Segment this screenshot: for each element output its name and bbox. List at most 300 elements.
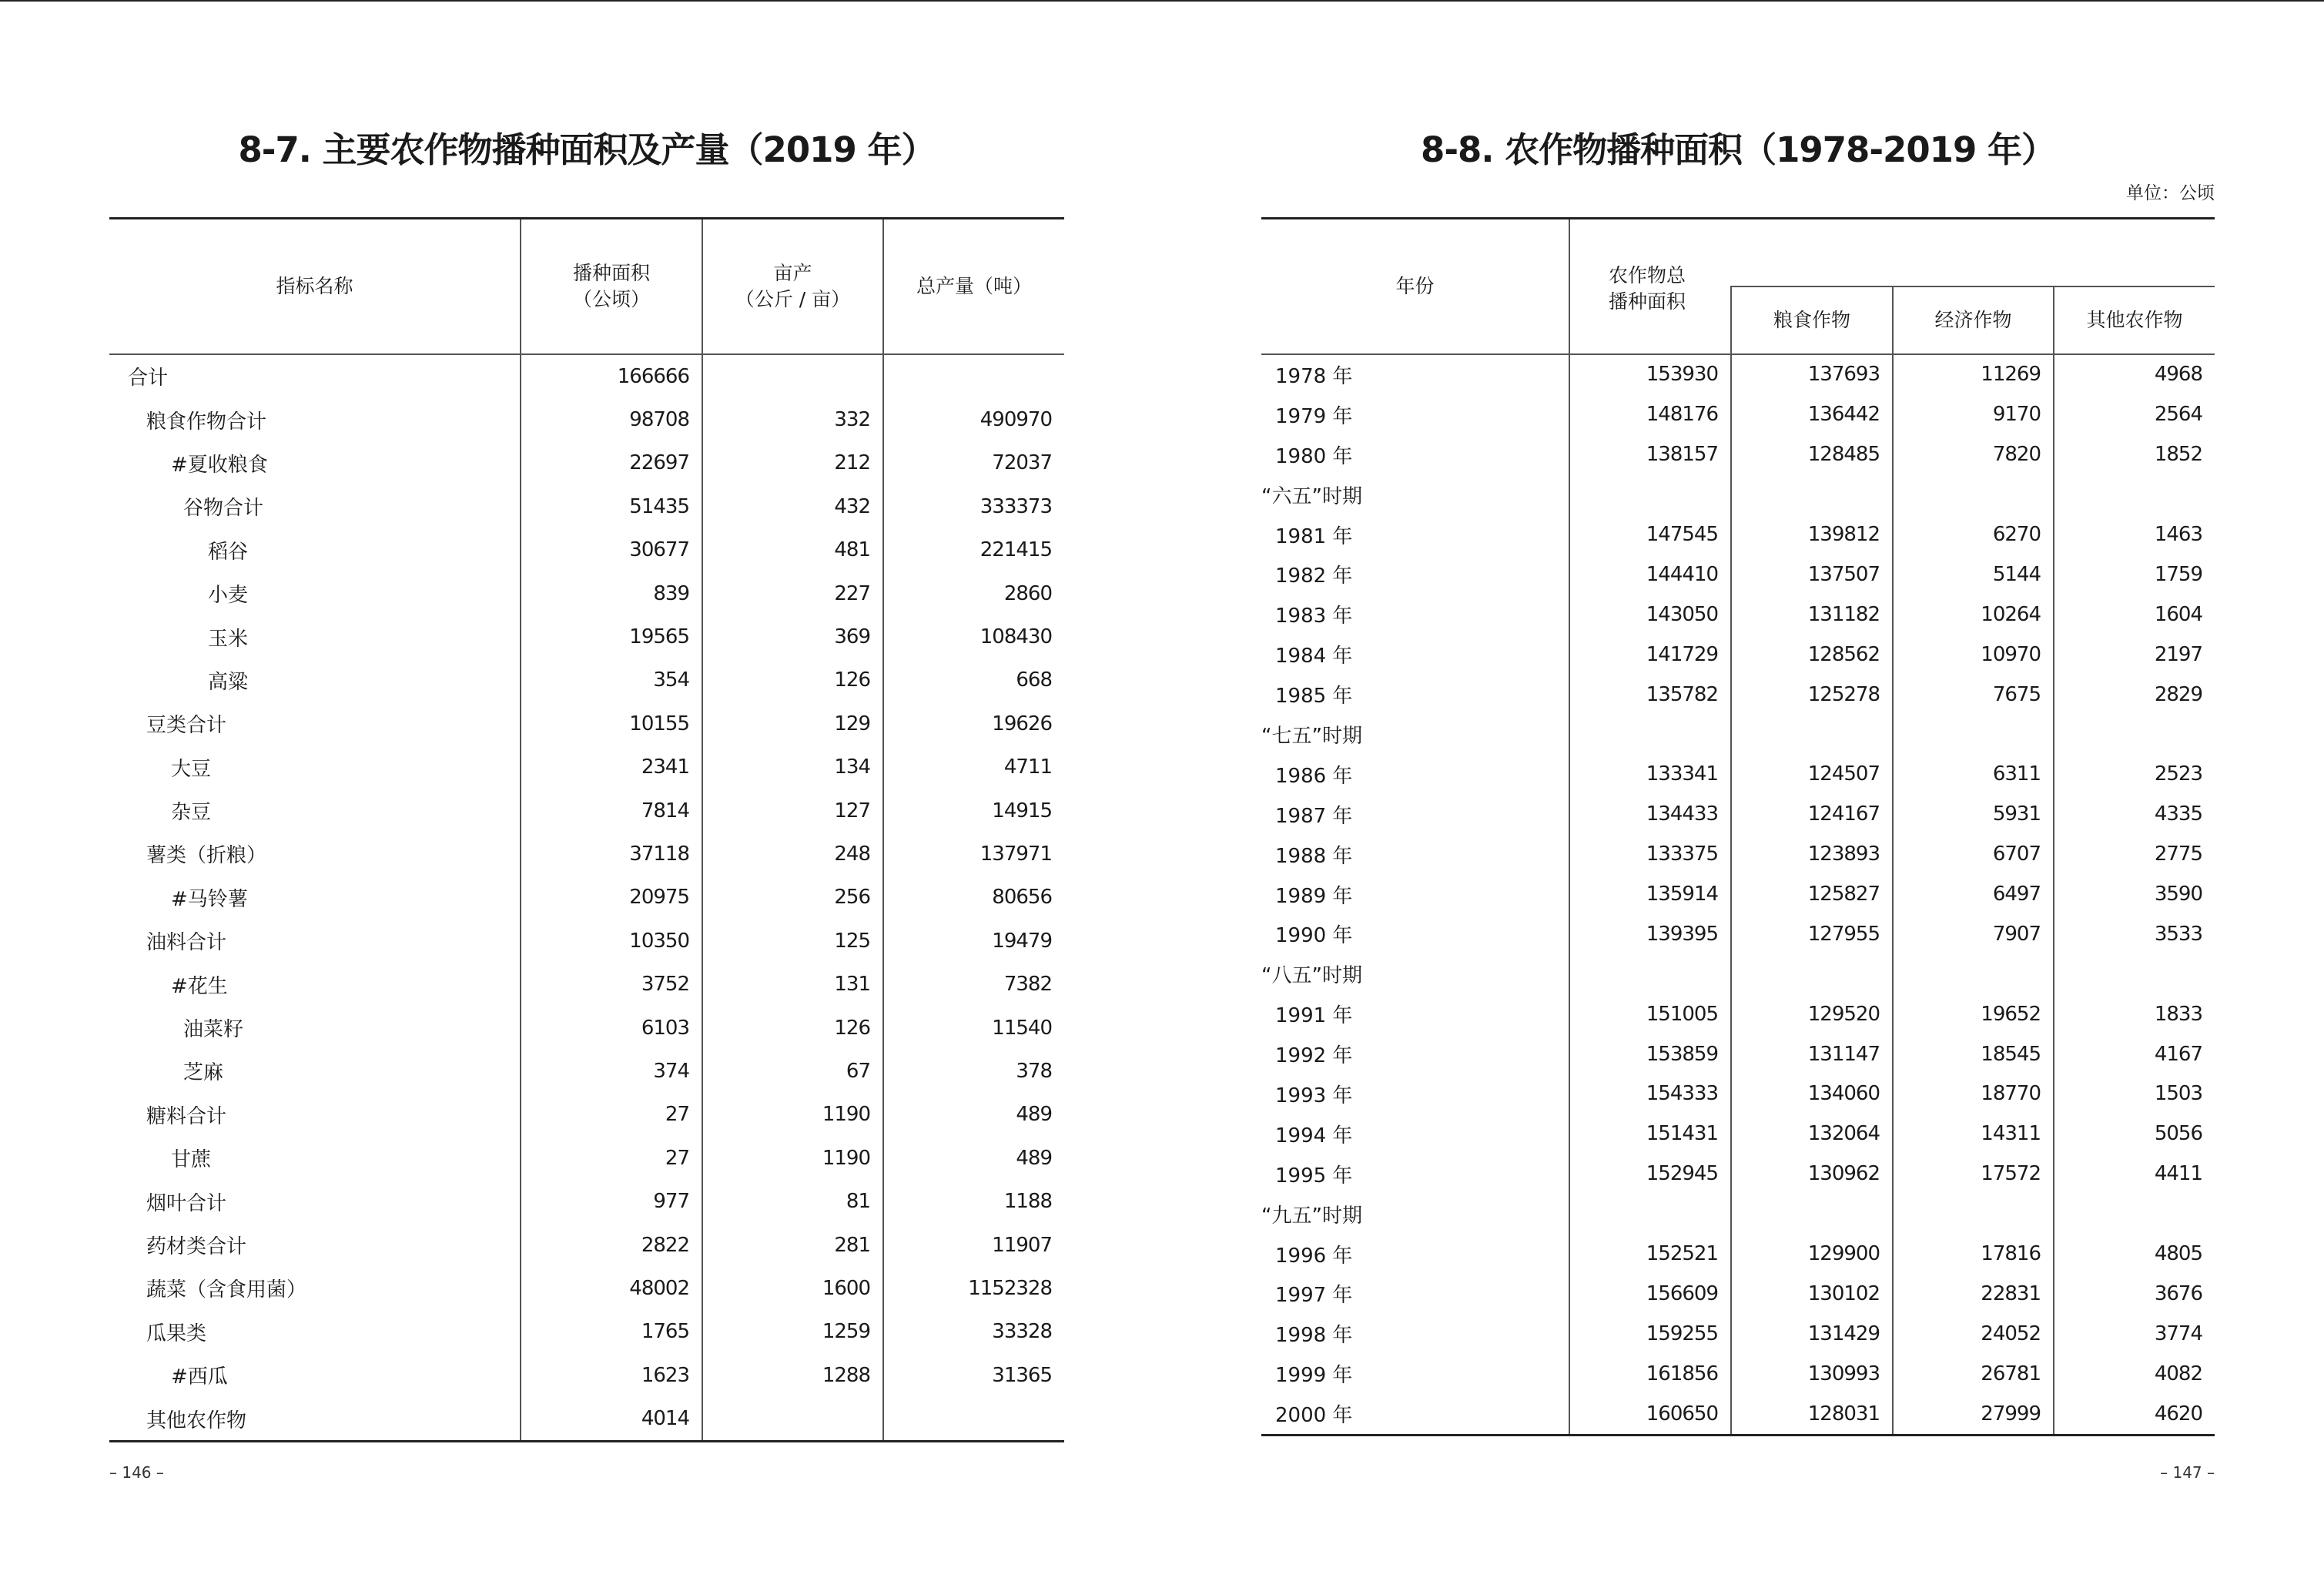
grain-crops-cell: 123893 (1731, 834, 1893, 874)
yield-cell: 1288 (702, 1353, 883, 1396)
table-row (1261, 874, 2215, 914)
other-crops-cell: 4805 (2054, 1234, 2215, 1274)
year-cell: “七五”时期 (1261, 724, 1362, 748)
indicator-name-cell: #马铃薯 (171, 887, 248, 911)
other-crops-cell (2054, 474, 2215, 514)
header-yield-per-mu: 亩产 （公斤 / 亩） (702, 219, 883, 354)
table-row (1261, 595, 2215, 635)
sown-area-cell: 30677 (521, 528, 702, 571)
year-cell: 1983 年 (1275, 605, 1353, 628)
grain-crops-cell: 125278 (1731, 675, 1893, 715)
sown-area-cell: 354 (521, 658, 702, 702)
total-sown-area-cell (1569, 954, 1731, 994)
total-output-cell: 1152328 (883, 1267, 1064, 1310)
total-output-cell: 14915 (883, 789, 1064, 832)
year-cell: 1995 年 (1275, 1164, 1353, 1188)
other-crops-cell: 1833 (2054, 994, 2215, 1034)
yield-cell: 281 (702, 1223, 883, 1266)
table-title-8-8: 8-8. 农作物播种面积（1978-2019 年） (1421, 129, 2055, 170)
table-row (1261, 354, 2215, 395)
indicator-name-cell: 大豆 (171, 757, 212, 781)
total-output-cell: 19626 (883, 702, 1064, 745)
header-economic-crops: 经济作物 (1893, 286, 2054, 354)
header-total-output: 总产量（吨） (883, 219, 1064, 354)
indicator-name-cell: 烟叶合计 (146, 1191, 227, 1215)
economic-crops-cell: 9170 (1893, 394, 2054, 434)
other-crops-cell: 2197 (2054, 635, 2215, 675)
table-row (109, 354, 1064, 398)
grain-crops-cell: 125827 (1731, 874, 1893, 914)
grain-crops-cell: 139812 (1731, 514, 1893, 554)
table-row (1261, 554, 2215, 595)
economic-crops-cell: 6311 (1893, 754, 2054, 794)
period-heading-row (1261, 954, 2215, 994)
left-page (109, 0, 1064, 1588)
economic-crops-cell: 26781 (1893, 1354, 2054, 1394)
grain-crops-cell: 132064 (1731, 1114, 1893, 1154)
grain-crops-cell: 131429 (1731, 1314, 1893, 1354)
economic-crops-cell: 17572 (1893, 1154, 2054, 1194)
right-page (1261, 0, 2215, 1588)
other-crops-cell: 2829 (2054, 675, 2215, 715)
indicator-name-cell: 油菜籽 (183, 1018, 244, 1042)
other-crops-cell: 5056 (2054, 1114, 2215, 1154)
crop-area-yield-table (109, 217, 1064, 1442)
table-row (109, 963, 1064, 1006)
total-sown-area-cell (1569, 715, 1731, 755)
table-row (1261, 434, 2215, 474)
table-title-8-7: 8-7. 主要农作物播种面积及产量（2019 年） (238, 129, 936, 170)
yield-cell (702, 354, 883, 398)
table-row (109, 1050, 1064, 1093)
other-crops-cell: 3533 (2054, 914, 2215, 954)
table-row (1261, 994, 2215, 1034)
indicator-name-cell: 瓜果类 (146, 1322, 207, 1345)
yield-cell: 125 (702, 920, 883, 963)
table-row (109, 571, 1064, 615)
total-sown-area-cell: 135782 (1569, 675, 1731, 715)
sown-area-cell: 37118 (521, 833, 702, 876)
total-sown-area-cell: 147545 (1569, 514, 1731, 554)
total-output-cell (883, 354, 1064, 398)
table-row (109, 658, 1064, 702)
total-output-cell: 33328 (883, 1310, 1064, 1353)
sown-area-cell: 1623 (521, 1353, 702, 1396)
economic-crops-cell: 10970 (1893, 635, 2054, 675)
total-sown-area-cell: 148176 (1569, 394, 1731, 434)
header-total-sown-area: 农作物总 播种面积 (1569, 219, 1731, 354)
economic-crops-cell: 7907 (1893, 914, 2054, 954)
page-number: – 146 – (109, 1463, 164, 1482)
economic-crops-cell: 6497 (1893, 874, 2054, 914)
table-row (1261, 675, 2215, 715)
sown-area-cell: 51435 (521, 485, 702, 528)
other-crops-cell: 2775 (2054, 834, 2215, 874)
table-row (1261, 914, 2215, 954)
sown-area-cell: 10155 (521, 702, 702, 745)
grain-crops-cell (1731, 1194, 1893, 1234)
grain-crops-cell: 137693 (1731, 354, 1893, 395)
header-other-crops: 其他农作物 (2054, 286, 2215, 354)
grain-crops-cell: 130962 (1731, 1154, 1893, 1194)
yield-cell: 1600 (702, 1267, 883, 1310)
year-cell: 1981 年 (1275, 524, 1353, 548)
economic-crops-cell: 22831 (1893, 1274, 2054, 1314)
total-output-cell (883, 1397, 1064, 1442)
table-row (1261, 1154, 2215, 1194)
total-sown-area-cell: 134433 (1569, 794, 1731, 834)
economic-crops-cell (1893, 954, 2054, 994)
table-row (109, 833, 1064, 876)
grain-crops-cell: 137507 (1731, 554, 1893, 595)
year-cell: 1978 年 (1275, 364, 1353, 388)
total-output-cell: 333373 (883, 485, 1064, 528)
header-indicator-name: 指标名称 (109, 219, 521, 354)
year-cell: 1988 年 (1275, 844, 1353, 868)
indicator-name-cell: 芝麻 (183, 1061, 224, 1085)
year-cell: 1999 年 (1275, 1364, 1353, 1388)
table-row (1261, 1034, 2215, 1074)
economic-crops-cell (1893, 474, 2054, 514)
yield-cell: 134 (702, 745, 883, 789)
header-year: 年份 (1261, 219, 1569, 354)
yield-cell: 67 (702, 1050, 883, 1093)
table-row (1261, 794, 2215, 834)
year-cell: 1992 年 (1275, 1044, 1353, 1068)
total-output-cell: 11907 (883, 1223, 1064, 1266)
yield-cell: 1259 (702, 1310, 883, 1353)
economic-crops-cell: 27999 (1893, 1394, 2054, 1435)
yield-cell: 332 (702, 398, 883, 441)
other-crops-cell (2054, 954, 2215, 994)
year-cell: 1997 年 (1275, 1284, 1353, 1308)
grain-crops-cell: 131182 (1731, 595, 1893, 635)
sown-area-cell: 3752 (521, 963, 702, 1006)
yield-cell: 126 (702, 1006, 883, 1049)
total-sown-area-cell: 154333 (1569, 1074, 1731, 1114)
total-sown-area-cell: 160650 (1569, 1394, 1731, 1435)
indicator-name-cell: #花生 (171, 974, 228, 998)
year-cell: 1993 年 (1275, 1084, 1353, 1107)
sown-area-cell: 839 (521, 571, 702, 615)
total-output-cell: 489 (883, 1137, 1064, 1180)
grain-crops-cell: 128485 (1731, 434, 1893, 474)
sown-area-cell: 6103 (521, 1006, 702, 1049)
grain-crops-cell: 127955 (1731, 914, 1893, 954)
period-heading-row (1261, 1194, 2215, 1234)
sown-area-cell: 4014 (521, 1397, 702, 1442)
total-output-cell: 7382 (883, 963, 1064, 1006)
grain-crops-cell: 131147 (1731, 1034, 1893, 1074)
indicator-name-cell: 高粱 (208, 670, 249, 694)
year-cell: 1984 年 (1275, 645, 1353, 668)
year-cell: 1996 年 (1275, 1244, 1353, 1268)
grain-crops-cell (1731, 954, 1893, 994)
grain-crops-cell (1731, 474, 1893, 514)
table-row (109, 1006, 1064, 1049)
table-row (109, 920, 1064, 963)
yield-cell (702, 1397, 883, 1442)
other-crops-cell: 1759 (2054, 554, 2215, 595)
indicator-name-cell: 玉米 (208, 627, 249, 651)
total-sown-area-cell: 135914 (1569, 874, 1731, 914)
total-output-cell: 4711 (883, 745, 1064, 789)
yield-cell: 248 (702, 833, 883, 876)
total-output-cell: 1188 (883, 1180, 1064, 1223)
table-row (109, 441, 1064, 484)
indicator-name-cell: 药材类合计 (146, 1235, 247, 1258)
total-sown-area-cell (1569, 1194, 1731, 1234)
other-crops-cell: 1503 (2054, 1074, 2215, 1114)
table-row (109, 1353, 1064, 1396)
yield-cell: 369 (702, 615, 883, 658)
year-cell: 1987 年 (1275, 804, 1353, 828)
indicator-name-cell: 蔬菜（含食用菌） (146, 1278, 307, 1302)
other-crops-cell: 4411 (2054, 1154, 2215, 1194)
total-output-cell: 137971 (883, 833, 1064, 876)
year-cell: 1994 年 (1275, 1124, 1353, 1147)
table-row (109, 1137, 1064, 1180)
table-row (109, 1310, 1064, 1353)
yield-cell: 131 (702, 963, 883, 1006)
other-crops-cell (2054, 1194, 2215, 1234)
total-output-cell: 221415 (883, 528, 1064, 571)
economic-crops-cell: 14311 (1893, 1114, 2054, 1154)
total-output-cell: 72037 (883, 441, 1064, 484)
header-grain-crops: 粮食作物 (1731, 286, 1893, 354)
table-row (1261, 1114, 2215, 1154)
yield-cell: 81 (702, 1180, 883, 1223)
yield-cell: 256 (702, 876, 883, 919)
economic-crops-cell: 19652 (1893, 994, 2054, 1034)
grain-crops-cell: 129900 (1731, 1234, 1893, 1274)
indicator-name-cell: 油料合计 (146, 931, 227, 955)
grain-crops-cell: 130993 (1731, 1354, 1893, 1394)
sown-area-cell: 22697 (521, 441, 702, 484)
sown-area-cell: 2341 (521, 745, 702, 789)
table-row (1261, 834, 2215, 874)
year-cell: “九五”时期 (1261, 1204, 1362, 1228)
other-crops-cell: 3590 (2054, 874, 2215, 914)
table-row (1261, 1074, 2215, 1114)
indicator-name-cell: 豆类合计 (146, 714, 227, 738)
indicator-name-cell: 稻谷 (208, 540, 249, 564)
table-row (1261, 635, 2215, 675)
sown-area-cell: 7814 (521, 789, 702, 832)
grain-crops-cell: 129520 (1731, 994, 1893, 1034)
table-row (109, 1180, 1064, 1223)
other-crops-cell: 4968 (2054, 354, 2215, 395)
grain-crops-cell: 124167 (1731, 794, 1893, 834)
yield-cell: 127 (702, 789, 883, 832)
other-crops-cell: 1604 (2054, 595, 2215, 635)
total-output-cell: 19479 (883, 920, 1064, 963)
table-row (1261, 394, 2215, 434)
year-cell: 1980 年 (1275, 444, 1353, 468)
grain-crops-cell: 130102 (1731, 1274, 1893, 1314)
table-row (109, 745, 1064, 789)
total-output-cell: 11540 (883, 1006, 1064, 1049)
indicator-name-cell: #西瓜 (171, 1365, 228, 1389)
economic-crops-cell: 5144 (1893, 554, 2054, 595)
total-sown-area-cell: 161856 (1569, 1354, 1731, 1394)
economic-crops-cell: 11269 (1893, 354, 2054, 395)
sown-area-by-year-table (1261, 217, 2215, 1436)
grain-crops-cell: 124507 (1731, 754, 1893, 794)
header-sown-area: 播种面积 （公顷） (521, 219, 702, 354)
total-sown-area-cell: 151005 (1569, 994, 1731, 1034)
sown-area-cell: 10350 (521, 920, 702, 963)
table-row (109, 1397, 1064, 1442)
economic-crops-cell: 17816 (1893, 1234, 2054, 1274)
total-output-cell: 668 (883, 658, 1064, 702)
total-sown-area-cell: 133375 (1569, 834, 1731, 874)
economic-crops-cell (1893, 1194, 2054, 1234)
yield-cell: 1190 (702, 1093, 883, 1136)
page-number: – 147 – (2160, 1463, 2215, 1482)
grain-crops-cell: 128562 (1731, 635, 1893, 675)
total-output-cell: 108430 (883, 615, 1064, 658)
year-cell: 1986 年 (1275, 764, 1353, 788)
total-sown-area-cell: 156609 (1569, 1274, 1731, 1314)
other-crops-cell: 1463 (2054, 514, 2215, 554)
other-crops-cell (2054, 715, 2215, 755)
economic-crops-cell: 24052 (1893, 1314, 2054, 1354)
table-row (1261, 1354, 2215, 1394)
year-cell: 1991 年 (1275, 1004, 1353, 1028)
sown-area-cell: 1765 (521, 1310, 702, 1353)
table-row (1261, 1274, 2215, 1314)
economic-crops-cell: 7820 (1893, 434, 2054, 474)
economic-crops-cell: 6707 (1893, 834, 2054, 874)
total-sown-area-cell: 141729 (1569, 635, 1731, 675)
table-row (1261, 514, 2215, 554)
table-row (1261, 1234, 2215, 1274)
total-sown-area-cell: 153859 (1569, 1034, 1731, 1074)
economic-crops-cell: 18770 (1893, 1074, 2054, 1114)
other-crops-cell: 3676 (2054, 1274, 2215, 1314)
total-sown-area-cell: 152945 (1569, 1154, 1731, 1194)
economic-crops-cell: 5931 (1893, 794, 2054, 834)
table-row (1261, 1314, 2215, 1354)
other-crops-cell: 3774 (2054, 1314, 2215, 1354)
yield-cell: 481 (702, 528, 883, 571)
total-output-cell: 31365 (883, 1353, 1064, 1396)
yield-cell: 432 (702, 485, 883, 528)
sown-area-cell: 977 (521, 1180, 702, 1223)
yield-cell: 227 (702, 571, 883, 615)
table-row (109, 485, 1064, 528)
sown-area-cell: 27 (521, 1137, 702, 1180)
sown-area-cell: 98708 (521, 398, 702, 441)
table-row (109, 876, 1064, 919)
indicator-name-cell: 谷物合计 (183, 497, 264, 521)
indicator-name-cell: 薯类（折粮） (146, 844, 267, 868)
indicator-name-cell: 粮食作物合计 (146, 410, 267, 434)
economic-crops-cell: 10264 (1893, 595, 2054, 635)
table-row (109, 1093, 1064, 1136)
economic-crops-cell: 6270 (1893, 514, 2054, 554)
yield-cell: 126 (702, 658, 883, 702)
table-row (109, 398, 1064, 441)
total-sown-area-cell: 159255 (1569, 1314, 1731, 1354)
year-cell: 2000 年 (1261, 1394, 1569, 1435)
grain-crops-cell: 128031 (1731, 1394, 1893, 1435)
year-cell: 1989 年 (1275, 884, 1353, 908)
sown-area-cell: 374 (521, 1050, 702, 1093)
total-output-cell: 378 (883, 1050, 1064, 1093)
table-row (1261, 1394, 2215, 1435)
total-sown-area-cell: 133341 (1569, 754, 1731, 794)
sown-area-cell: 27 (521, 1093, 702, 1136)
table-row (109, 528, 1064, 571)
sown-area-cell: 19565 (521, 615, 702, 658)
table-row (109, 702, 1064, 745)
year-cell: 1998 年 (1275, 1324, 1353, 1348)
total-output-cell: 80656 (883, 876, 1064, 919)
table-row (109, 615, 1064, 658)
total-output-cell: 490970 (883, 398, 1064, 441)
total-sown-area-cell (1569, 474, 1731, 514)
indicator-name-cell: 其他农作物 (109, 1397, 521, 1442)
total-output-cell: 489 (883, 1093, 1064, 1136)
year-cell: 1982 年 (1275, 565, 1353, 588)
year-cell: “六五”时期 (1261, 484, 1362, 508)
year-cell: 1985 年 (1275, 685, 1353, 709)
total-sown-area-cell: 138157 (1569, 434, 1731, 474)
economic-crops-cell: 7675 (1893, 675, 2054, 715)
grain-crops-cell: 134060 (1731, 1074, 1893, 1114)
yield-cell: 1190 (702, 1137, 883, 1180)
year-cell: 1990 年 (1275, 924, 1353, 948)
total-sown-area-cell: 144410 (1569, 554, 1731, 595)
other-crops-cell: 2523 (2054, 754, 2215, 794)
other-crops-cell: 4620 (2054, 1394, 2215, 1435)
other-crops-cell: 2564 (2054, 394, 2215, 434)
indicator-name-cell: 合计 (128, 367, 169, 390)
total-sown-area-cell: 151431 (1569, 1114, 1731, 1154)
sown-area-cell: 20975 (521, 876, 702, 919)
sown-area-cell: 166666 (521, 354, 702, 398)
indicator-name-cell: #夏收粮食 (171, 453, 268, 477)
yield-cell: 129 (702, 702, 883, 745)
year-cell: 1979 年 (1275, 404, 1353, 428)
table-row (109, 1267, 1064, 1310)
grain-crops-cell: 136442 (1731, 394, 1893, 434)
year-cell: “八五”时期 (1261, 964, 1362, 988)
table-row (1261, 754, 2215, 794)
total-sown-area-cell: 139395 (1569, 914, 1731, 954)
other-crops-cell: 4082 (2054, 1354, 2215, 1394)
economic-crops-cell: 18545 (1893, 1034, 2054, 1074)
header-group-spacer (1731, 219, 2215, 286)
table-row (109, 1223, 1064, 1266)
indicator-name-cell: 杂豆 (171, 801, 212, 825)
period-heading-row (1261, 715, 2215, 755)
sown-area-cell: 2822 (521, 1223, 702, 1266)
table-row (109, 789, 1064, 832)
indicator-name-cell: 甘蔗 (171, 1148, 212, 1172)
total-sown-area-cell: 153930 (1569, 354, 1731, 395)
yield-cell: 212 (702, 441, 883, 484)
total-sown-area-cell: 143050 (1569, 595, 1731, 635)
economic-crops-cell (1893, 715, 2054, 755)
sown-area-cell: 48002 (521, 1267, 702, 1310)
unit-label: 单位：公顷 (2126, 183, 2215, 203)
other-crops-cell: 4167 (2054, 1034, 2215, 1074)
period-heading-row (1261, 474, 2215, 514)
other-crops-cell: 4335 (2054, 794, 2215, 834)
